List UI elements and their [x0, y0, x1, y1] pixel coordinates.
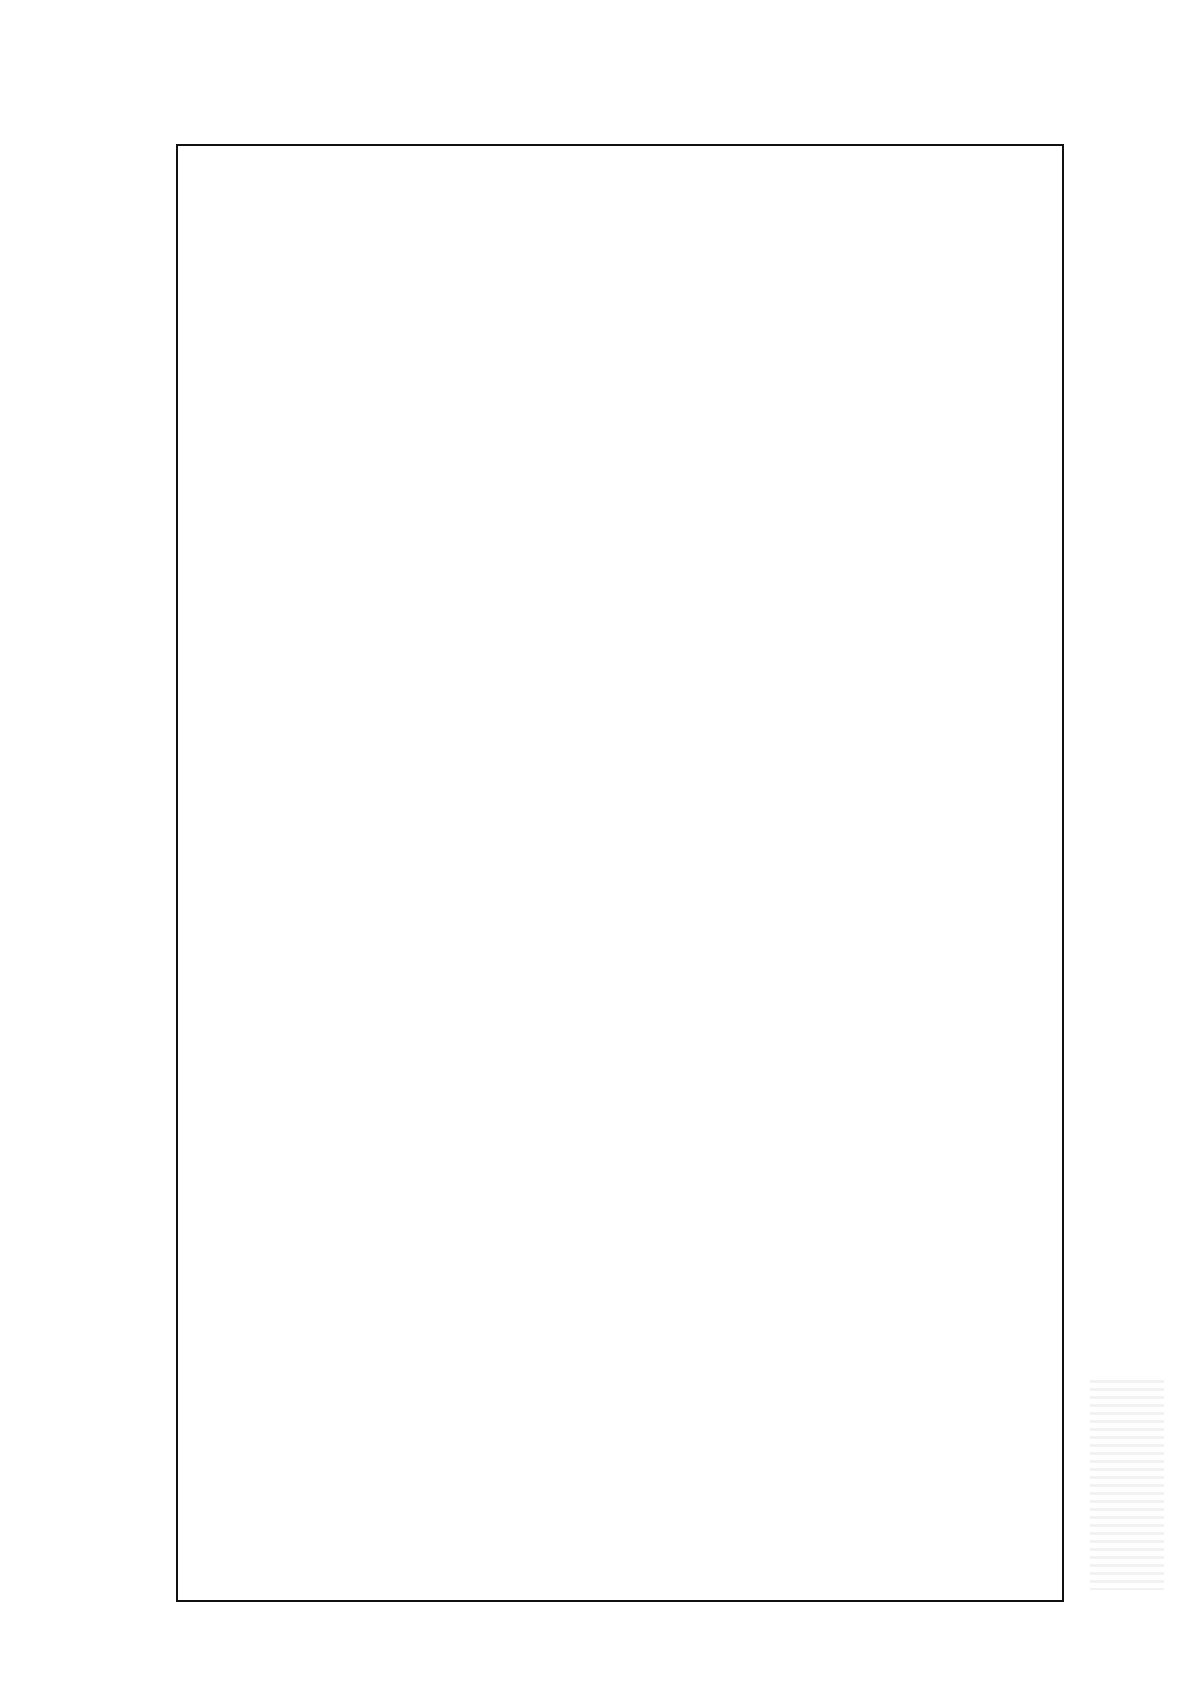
- scan-stamp-artifact: [1090, 1380, 1164, 1590]
- page-number: [73, 833, 103, 893]
- repair-schedule-table: [176, 144, 1064, 1602]
